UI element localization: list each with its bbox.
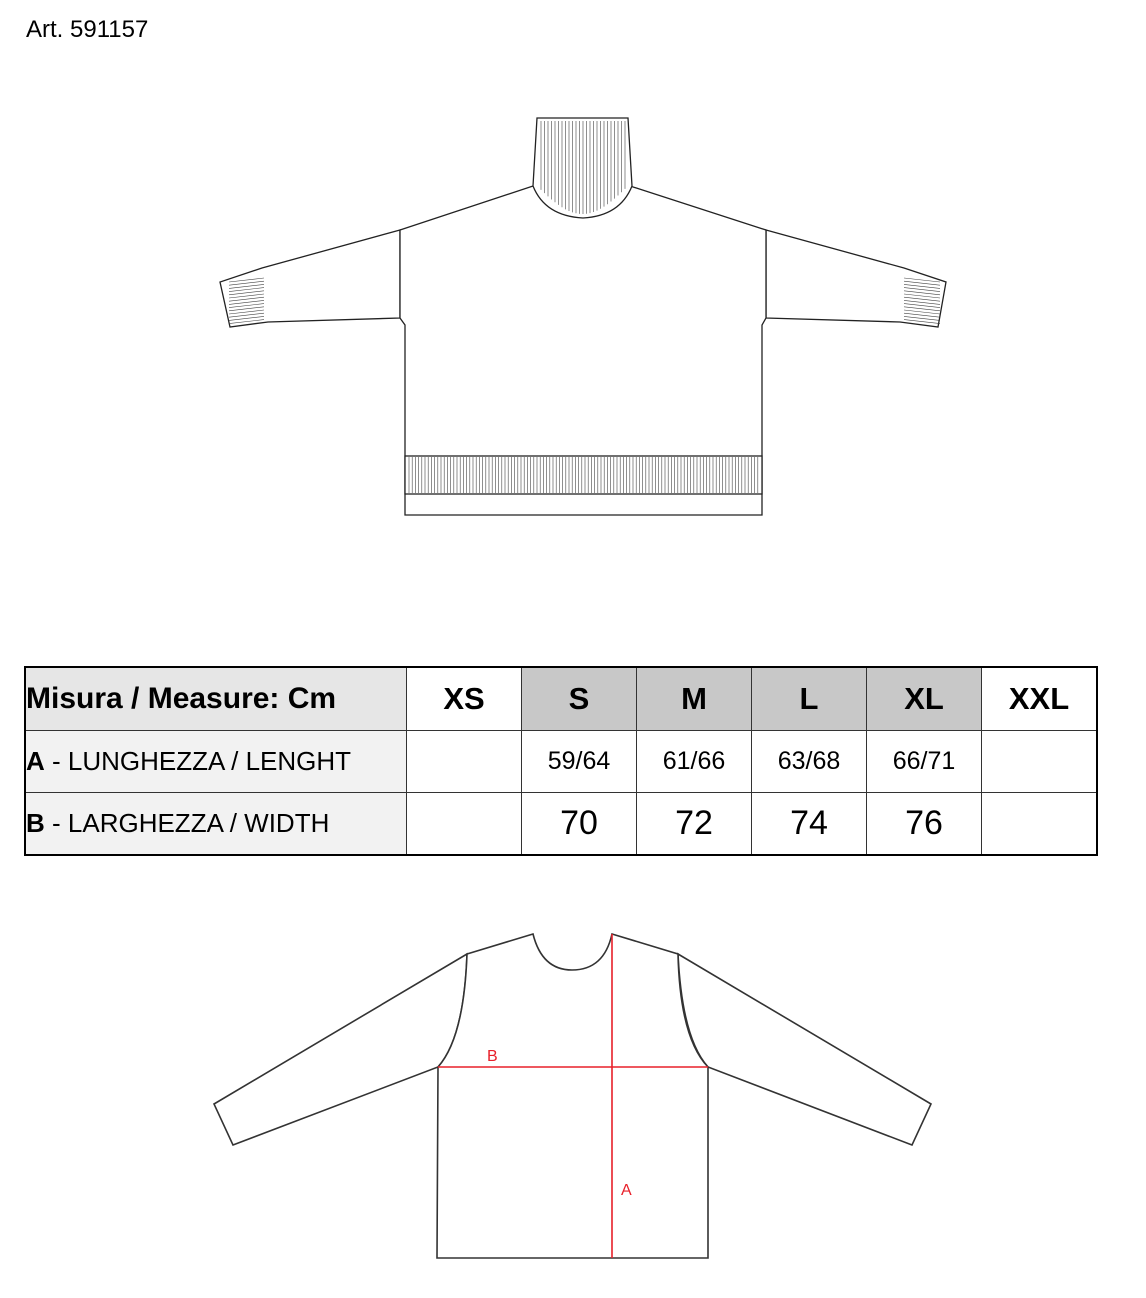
table-cell: [982, 793, 1098, 856]
table-cell: 76: [867, 793, 982, 856]
size-xl-header: XL: [867, 667, 982, 731]
table-row-length: [25, 731, 1097, 793]
label-a: A: [621, 1182, 632, 1199]
table-cell: [407, 793, 522, 856]
table-cell: 74: [752, 793, 867, 856]
left-sleeve: [220, 230, 400, 327]
right-sleeve: [766, 230, 946, 327]
table-cell: 61/66: [637, 731, 752, 793]
hem-rib: [405, 456, 762, 494]
label-b: B: [487, 1048, 498, 1065]
table-cell: 66/71: [867, 731, 982, 793]
size-s-header: S: [522, 667, 637, 731]
table-cell: [407, 731, 522, 793]
diagram-left-sleeve: [214, 954, 467, 1145]
table-cell: 63/68: [752, 731, 867, 793]
turtleneck-sweater-sketch: [0, 100, 1146, 530]
size-xs-header: XS: [407, 667, 522, 731]
row-label-width: B - LARGHEZZA / WIDTH: [25, 793, 407, 856]
size-table: [24, 666, 1098, 856]
table-cell: [982, 731, 1098, 793]
table-row-width: [25, 793, 1097, 856]
table-cell: 59/64: [522, 731, 637, 793]
measure-header: Misura / Measure: Cm: [25, 667, 407, 731]
table-cell: 72: [637, 793, 752, 856]
row-label-length: A - LUNGHEZZA / LENGHT: [25, 731, 407, 793]
diagram-body: [437, 934, 708, 1258]
size-m-header: M: [637, 667, 752, 731]
size-xxl-header: XXL: [982, 667, 1098, 731]
article-number: Art. 591157: [26, 16, 149, 43]
diagram-right-sleeve: [678, 954, 931, 1145]
size-table-header: [25, 667, 1097, 731]
table-cell: 70: [522, 793, 637, 856]
measurement-diagram: [0, 920, 1146, 1290]
size-l-header: L: [752, 667, 867, 731]
